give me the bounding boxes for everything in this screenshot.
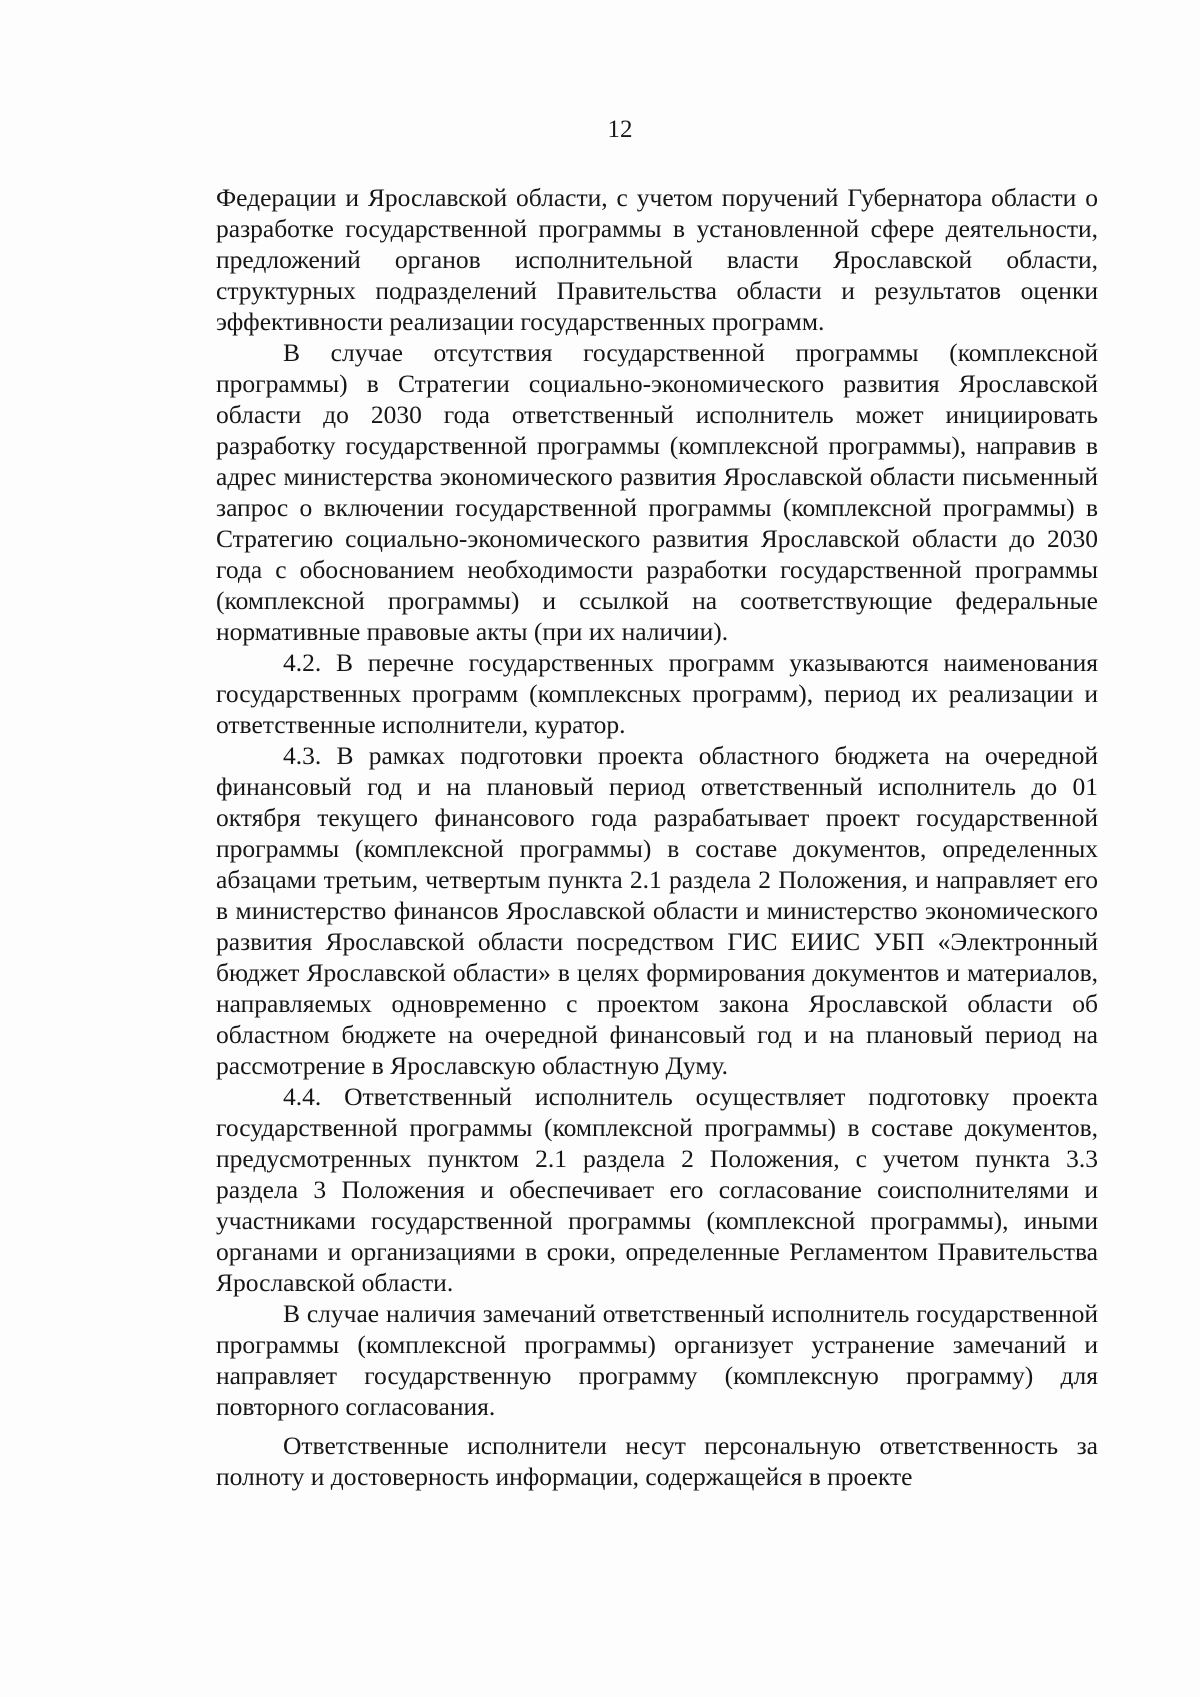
paragraph-strategy-request: В случае отсутствия государственной программы (комплексной программы) в Стратегии социально-экономического развития Ярославской области до 2030 года ответственный исполнитель может инициировать разработку государственной программы (комплексной программы), направив в адрес министерства экономического развития Ярославской области письменный запрос о включении государственной программы (комплексной программы) в Стратегию социально-экономического развития Ярославской области до 2030 года с обоснованием необходимости разработки государственной программы (комплексной программы) и ссылкой на соответствующие федеральные нормативные правовые акты (при их наличии). [216,338,1098,646]
page-number: 12 [607,116,633,143]
paragraph-responsibility: Ответственные исполнители несут персональную ответственность за полноту и достоверность информации, содержащейся в проекте [216,1431,1098,1491]
document-body [216,182,1098,1492]
paragraph-remarks: В случае наличия замечаний ответственный исполнитель государственной программы (комплексной программы) организует устранение замечаний и направляет государственную программу (комплексную программу) для повторного согласования. [216,1299,1098,1421]
paragraph-4-3: 4.3. В рамках подготовки проекта областного бюджета на очередной финансовый год и на плановый период ответственный исполнитель до 01 октября текущего финансового года разрабатывает проект государственной программы (комплексной программы) в составе документов, определенных абзацами третьим, четвертым пункта 2.1 раздела 2 Положения, и направляет его в министерство финансов Ярославской области и министерство экономического развития Ярославской области посредством ГИС ЕИИС УБП «Электронный бюджет Ярославской области» в целях формирования документов и материалов, направляемых одновременно с проектом закона Ярославской области об областном бюджете на очередной финансовый год и на плановый период на рассмотрение в Ярославскую областную Думу. [216,741,1098,1080]
paragraph-4-4: 4.4. Ответственный исполнитель осуществляет подготовку проекта государственной программы (комплексной программы) в составе документов, предусмотренных пунктом 2.1 раздела 2 Положения, с учетом пункта 3.3 раздела 3 Положения и обеспечивает его согласование соисполнителями и участниками государственной программы (комплексной программы), иными органами и организациями в сроки, определенные Регламентом Правительства Ярославской области. [216,1082,1098,1297]
paragraph-4-2: 4.2. В перечне государственных программ указываются наименования государственных программ (комплексных программ), период их реализации и ответственные исполнители, куратор. [216,648,1098,739]
paragraph-continuation: Федерации и Ярославской области, с учетом поручений Губернатора области о разработке государственной программы в установленной сфере деятельности, предложений органов исполнительной власти Ярославской области, структурных подразделений Правительства области и результатов оценки эффективности реализации государственных программ. [216,183,1098,336]
